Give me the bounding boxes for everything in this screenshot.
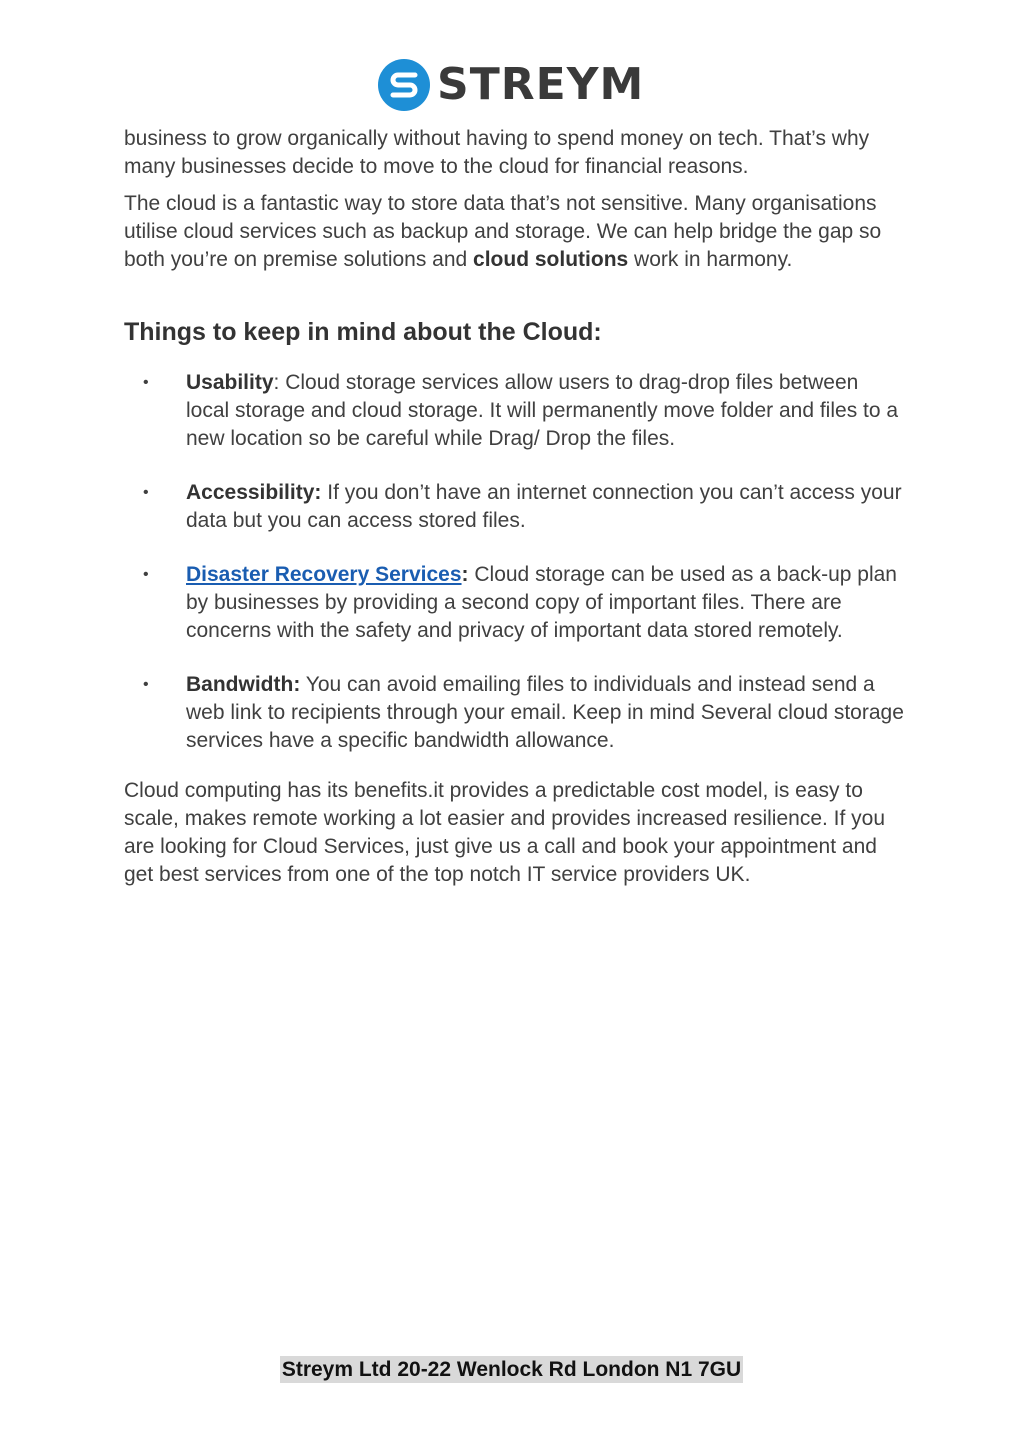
item-sep: : <box>273 371 280 394</box>
footer <box>0 1358 1023 1382</box>
intro-text-end: work in harmony. <box>628 248 793 271</box>
list-item-bandwidth <box>124 671 904 755</box>
item-term: Usability <box>186 371 274 394</box>
item-term: Accessibility: <box>186 481 322 504</box>
intro-paragraph-2 <box>124 190 904 274</box>
disaster-recovery-link[interactable]: Disaster Recovery Services <box>186 563 462 586</box>
company-logo <box>377 58 644 112</box>
section-heading: Things to keep in mind about the Cloud: <box>124 318 602 346</box>
item-text: Cloud storage services allow users to drag-drop files between local storage and cloud storage. It will permanently move folder and files to a new location so be careful while Drag/ Drop the files. <box>186 371 899 450</box>
intro-paragraph-1: business to grow organically without having to spend money on tech. That’s why many businesses decide to move to the cloud for financial reasons. <box>124 127 870 178</box>
bullet: • <box>143 484 149 501</box>
item-text: Cloud storage can be used as a back-up plan by businesses by providing a second copy of important files. There are concerns with the safety and privacy of important data stored remotely. <box>186 563 897 642</box>
bullet: • <box>143 566 149 583</box>
item-term: Bandwidth: <box>186 673 301 696</box>
item-text: If you don’t have an internet connection you can’t access your data but you can access stored files. <box>186 481 902 532</box>
logo-wordmark: STREYM <box>437 59 645 110</box>
s-circle-logo-icon <box>377 58 431 112</box>
item-text: You can avoid emailing files to individuals and instead send a web link to recipients through your email. Keep in mind Several cloud storage services have a specific bandwidth allowance. <box>186 673 904 752</box>
bullet: • <box>143 374 149 391</box>
list-item-usability <box>124 369 904 453</box>
bullet: • <box>143 676 149 693</box>
intro-text: The cloud is a fantastic way to store data that’s not sensitive. Many organisations utilise cloud services such as backup and storage. We can help bridge the gap so both you’re on premise solutions and <box>124 192 882 271</box>
item-sep: : <box>461 563 469 586</box>
list-item-accessibility <box>124 479 904 535</box>
document-body <box>124 125 904 898</box>
cloud-solutions-bold: cloud solutions <box>473 248 629 271</box>
footer-address: Streym Ltd 20-22 Wenlock Rd London N1 7GU <box>281 1358 742 1381</box>
considerations-list <box>124 369 904 755</box>
closing-paragraph: Cloud computing has its benefits.it provides a predictable cost model, is easy to scale, makes remote working a lot easier and provides increased resilience. If you are looking for Cloud Services, just give us a call and book your appointment and get best services from one of the top notch IT service providers UK. <box>124 779 886 886</box>
list-item-disaster-recovery <box>124 561 904 645</box>
